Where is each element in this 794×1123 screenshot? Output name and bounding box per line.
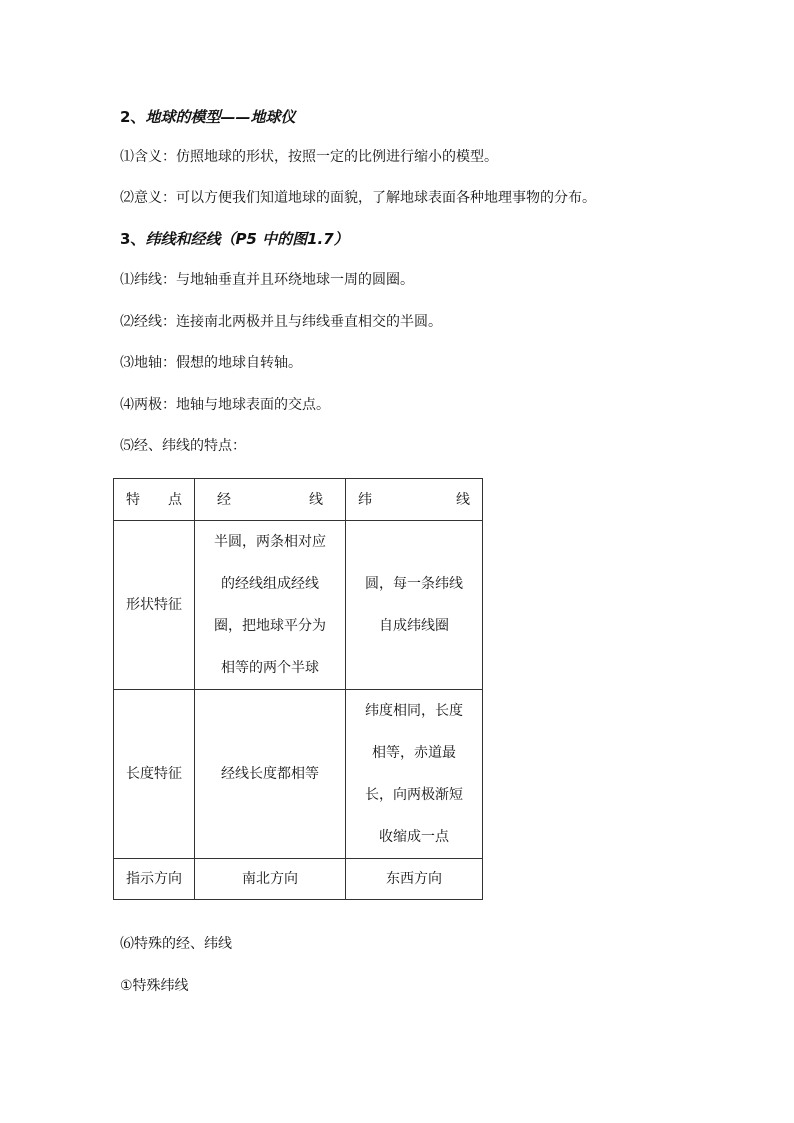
cell-line: 长，向两极渐短	[365, 787, 463, 803]
direction-weixian-cell: 东西方向	[346, 859, 483, 900]
section-3-item-3: ⑶地轴：假想的地球自转轴。	[120, 355, 302, 371]
table-row	[114, 690, 483, 859]
header-weixian-char-1: 纬	[358, 491, 372, 508]
cell-line: 收缩成一点	[379, 829, 449, 845]
section-2-title: 地球的模型——地球仪	[145, 108, 296, 126]
direction-jingxian-cell: 南北方向	[195, 859, 346, 900]
shape-weixian-cell	[346, 521, 483, 690]
section-2-item-1: ⑴含义：仿照地球的形状，按照一定的比例进行缩小的模型。	[120, 149, 498, 165]
cell-line: 的经线组成经线	[221, 576, 319, 592]
section-3-number: 3、	[120, 230, 146, 248]
header-feature-cell	[114, 479, 195, 521]
section-2-heading	[120, 107, 295, 127]
section-3-title: 纬线和经线（P5 中的图1.7）	[145, 230, 349, 248]
cell-line: 半圆，两条相对应	[214, 534, 326, 550]
shape-jingxian-cell	[195, 521, 346, 690]
cell-line: 相等的两个半球	[221, 660, 319, 676]
features-table	[113, 478, 483, 900]
header-jingxian-char-1: 经	[217, 491, 231, 508]
row-label: 长度特征	[114, 690, 195, 859]
section-3-item-6: ⑹特殊的经、纬线	[120, 936, 232, 952]
length-jingxian-cell	[195, 690, 346, 859]
section-3-item-2: ⑵经线：连接南北两极并且与纬线垂直相交的半圆。	[120, 314, 442, 330]
section-3-heading	[120, 229, 349, 249]
section-3-item-5: ⑸经、纬线的特点：	[120, 438, 246, 454]
cell-line: 经线长度都相等	[221, 766, 319, 782]
special-latitude-subheading: ①特殊纬线	[120, 978, 189, 994]
header-weixian-char-2: 线	[456, 491, 470, 508]
length-weixian-cell	[346, 690, 483, 859]
row-label: 指示方向	[114, 859, 195, 900]
section-3-item-4: ⑷两极：地轴与地球表面的交点。	[120, 397, 330, 413]
table-row	[114, 521, 483, 690]
cell-line: 圈，把地球平分为	[214, 618, 326, 634]
cell-line: 自成纬线圈	[379, 618, 449, 634]
section-3-item-1: ⑴纬线：与地轴垂直并且环绕地球一周的圆圈。	[120, 272, 414, 288]
header-feature-char-1: 特	[126, 491, 140, 508]
cell-line: 纬度相同，长度	[365, 703, 463, 719]
table-row	[114, 859, 483, 900]
table-header-row	[114, 479, 483, 521]
header-jingxian-char-2: 线	[309, 491, 323, 508]
cell-line: 圆，每一条纬线	[365, 576, 463, 592]
cell-line: 相等，赤道最	[372, 745, 456, 761]
header-feature-char-2: 点	[168, 491, 182, 508]
header-jingxian-cell	[195, 479, 346, 521]
row-label: 形状特征	[114, 521, 195, 690]
header-weixian-cell	[346, 479, 483, 521]
section-2-item-2: ⑵意义：可以方便我们知道地球的面貌，了解地球表面各种地理事物的分布。	[120, 190, 596, 206]
section-2-number: 2、	[120, 108, 146, 126]
